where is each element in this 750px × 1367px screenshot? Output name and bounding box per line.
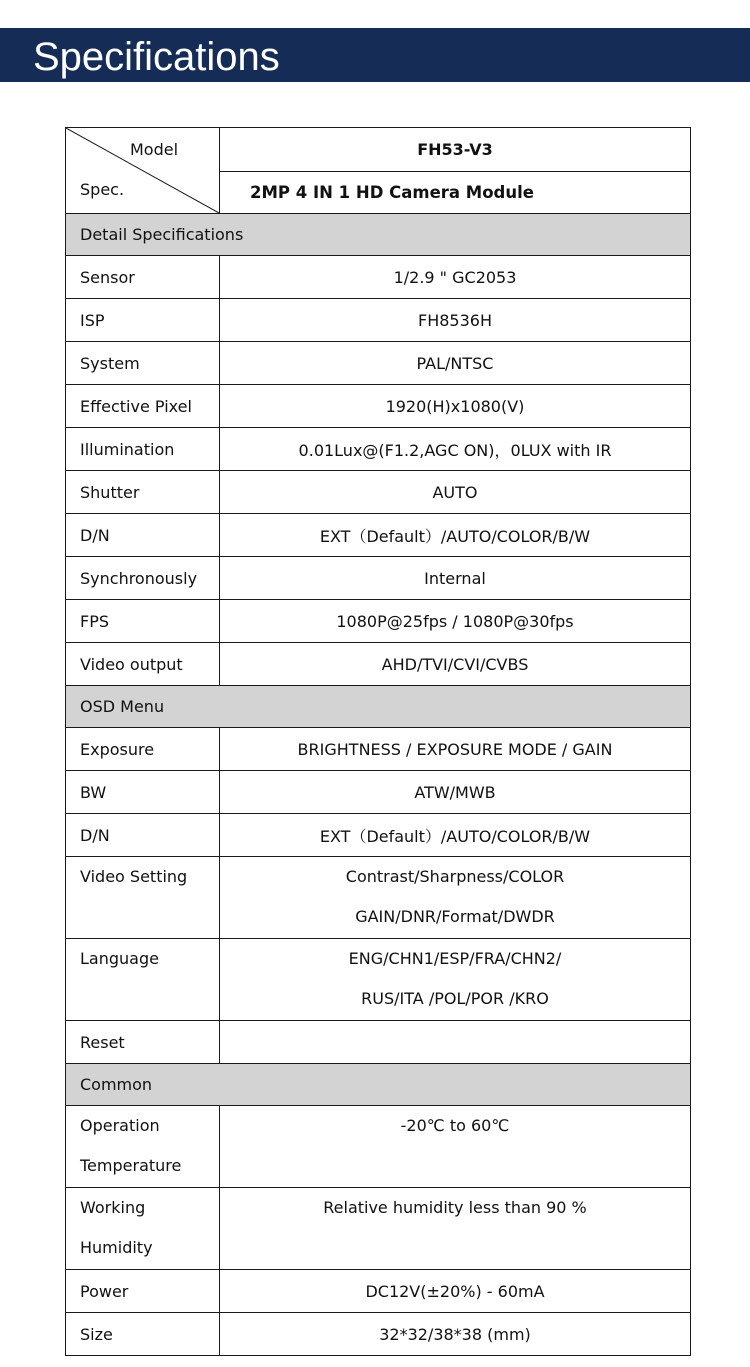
spec-value: 32*32/38*38 (mm): [379, 1324, 531, 1344]
spec-label: Power: [80, 1281, 129, 1301]
spec-row: [66, 557, 691, 600]
spec-value: Contrast/Sharpness/COLOR: [345, 867, 565, 886]
spec-row: [66, 1021, 691, 1064]
spec-label: Temperature: [80, 1156, 182, 1175]
spec-label-cell: [66, 1270, 220, 1313]
spec-value-cell: [220, 643, 691, 686]
spec-value: BRIGHTNESS / EXPOSURE MODE / GAIN: [297, 739, 613, 759]
spec-value-cell: [220, 857, 691, 939]
spec-row: [66, 385, 691, 428]
spec-label: Effective Pixel: [80, 396, 192, 416]
spec-value: EXT（Default）/AUTO/COLOR/B/W: [319, 526, 591, 546]
spec-value-cell: [220, 1270, 691, 1313]
spec-label: Exposure: [80, 739, 155, 759]
spec-label-cell: [66, 643, 220, 686]
spec-label: Sensor: [80, 267, 135, 287]
spec-value-cell: [220, 256, 691, 299]
spec-row: [66, 299, 691, 342]
spec-value-cell: [220, 1313, 691, 1356]
spec-value-cell: [220, 514, 691, 557]
spec-row: [66, 1313, 691, 1356]
spec-value: -20℃ to 60℃: [400, 1116, 510, 1135]
section-header-row: [66, 686, 691, 728]
section-title: Detail Specifications: [66, 214, 691, 256]
spec-value: ENG/CHN1/ESP/FRA/CHN2/: [348, 949, 562, 968]
spec-row: [66, 342, 691, 385]
corner-header-cell: [66, 128, 220, 214]
spec-label: D/N: [80, 525, 110, 545]
spec-value-cell: [220, 342, 691, 385]
spec-label: Language: [80, 949, 159, 968]
spec-row: [66, 1270, 691, 1313]
spec-row: [66, 728, 691, 771]
spec-label: Working: [80, 1198, 146, 1217]
spec-value-cell: [220, 557, 691, 600]
spec-value: 1920(H)x1080(V): [385, 396, 525, 416]
spec-row: [66, 939, 691, 1021]
spec-value-cell: [220, 600, 691, 643]
spec-label-cell: [66, 256, 220, 299]
spec-label-cell: [66, 299, 220, 342]
spec-value: ATW/MWB: [414, 782, 496, 802]
page-title: Specifications: [33, 35, 280, 79]
spec-row: [66, 857, 691, 939]
spec-label: Reset: [80, 1032, 125, 1052]
model-row: [66, 128, 691, 172]
spec-value-cell: [220, 814, 691, 857]
spec-value-cell: [220, 728, 691, 771]
spec-label-cell: [66, 471, 220, 514]
spec-label: ISP: [80, 310, 105, 330]
spec-label-cell: [66, 428, 220, 471]
spec-label: Synchronously: [80, 568, 198, 588]
spec-label-cell: [66, 1188, 220, 1270]
spec-row: [66, 643, 691, 686]
spec-value: DC12V(±20%) - 60mA: [365, 1281, 545, 1301]
spec-row: [66, 256, 691, 299]
spec-label-cell: [66, 728, 220, 771]
spec-value-cell: [220, 471, 691, 514]
section-title: OSD Menu: [66, 686, 691, 728]
spec-table: [65, 127, 691, 1356]
spec-value-cell: [220, 1021, 691, 1064]
spec-value: 1080P@25fps / 1080P@30fps: [336, 611, 574, 631]
model-description: 2MP 4 IN 1 HD Camera Module: [220, 171, 691, 214]
spec-row: [66, 471, 691, 514]
spec-row: [66, 1188, 691, 1270]
spec-value: FH8536H: [418, 310, 492, 330]
spec-value: EXT（Default）/AUTO/COLOR/B/W: [319, 826, 591, 846]
spec-label: BW: [80, 782, 107, 802]
spec-value: PAL/NTSC: [416, 353, 494, 373]
corner-model-label: Model: [130, 140, 179, 159]
spec-row: [66, 771, 691, 814]
spec-label-cell: [66, 814, 220, 857]
spec-label: Operation: [80, 1116, 160, 1135]
spec-value: RUS/ITA /POL/POR /KRO: [361, 989, 549, 1008]
spec-row: [66, 1106, 691, 1188]
section-title: Common: [66, 1064, 691, 1106]
spec-label: Illumination: [80, 439, 175, 459]
spec-label-cell: [66, 557, 220, 600]
spec-label: System: [80, 353, 140, 373]
spec-value: Relative humidity less than 90 %: [323, 1198, 587, 1217]
spec-value: Internal: [424, 568, 486, 588]
spec-label-cell: [66, 857, 220, 939]
spec-label: FPS: [80, 611, 110, 631]
spec-value-cell: [220, 939, 691, 1021]
spec-value: 0.01Lux@(F1.2,AGC ON)，0LUX with IR: [298, 440, 612, 460]
spec-label: Video output: [80, 654, 183, 674]
section-header-row: [66, 1064, 691, 1106]
spec-value-cell: [220, 1106, 691, 1188]
spec-value-cell: [220, 1188, 691, 1270]
spec-label-cell: [66, 385, 220, 428]
spec-value: AUTO: [432, 482, 478, 502]
spec-value-cell: [220, 385, 691, 428]
spec-value: 1/2.9 " GC2053: [393, 267, 517, 287]
spec-value-cell: [220, 299, 691, 342]
spec-row: [66, 428, 691, 471]
spec-value: AHD/TVI/CVI/CVBS: [381, 654, 529, 674]
spec-row: [66, 514, 691, 557]
model-name: FH53-V3: [220, 128, 691, 172]
spec-label-cell: [66, 600, 220, 643]
spec-label: Size: [80, 1324, 113, 1344]
spec-label-cell: [66, 1313, 220, 1356]
spec-row: [66, 814, 691, 857]
spec-value: GAIN/DNR/Format/DWDR: [355, 907, 555, 926]
spec-label-cell: [66, 771, 220, 814]
spec-row: [66, 600, 691, 643]
spec-table-body: [66, 128, 691, 1356]
spec-label-cell: [66, 342, 220, 385]
spec-label: Video Setting: [80, 867, 188, 886]
section-header-row: [66, 214, 691, 256]
spec-label: D/N: [80, 825, 110, 845]
header-banner: [0, 28, 750, 82]
spec-value-cell: [220, 771, 691, 814]
spec-value-cell: [220, 428, 691, 471]
spec-label-cell: [66, 514, 220, 557]
corner-spec-label: Spec.: [80, 180, 125, 199]
spec-label: Humidity: [80, 1238, 153, 1257]
spec-label-cell: [66, 1106, 220, 1188]
spec-label: Shutter: [80, 482, 140, 502]
spec-label-cell: [66, 939, 220, 1021]
spec-label-cell: [66, 1021, 220, 1064]
